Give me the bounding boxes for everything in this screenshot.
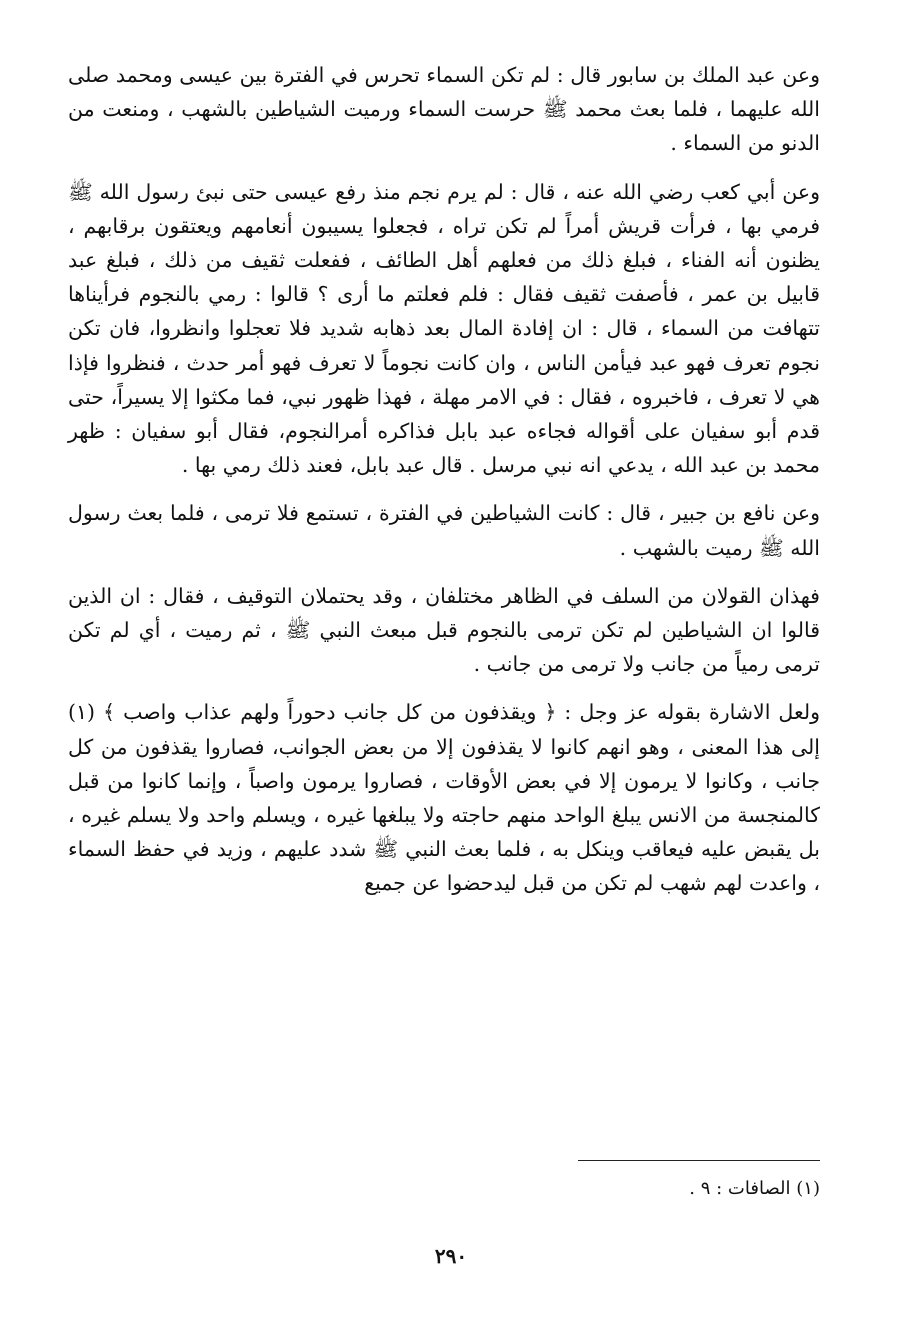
paragraph-2: وعن أبي كعب رضي الله عنه ، قال : لم يرم نجم منذ رفع عيسى حتى نبئ رسول الله ﷺ فرمي بها ، فرأت قريش أمراً لم تكن تراه ، فجعلوا يسيبون أنعامهم ويعتقون برقابهم ، يظنون أنه الفناء ، فبلغ ذلك من فعلهم أهل الطائف ، ففعلت ثقيف من ذلك ، فبلغ عبد قابيل بن عمر ، فأصفت ثقيف فقال : فلم فعلتم ما أرى ؟ قالوا : رمي بالنجوم فرأيناها تتهافت من السماء ، قال : ان إفادة المال بعد ذهابه شديد فلا تعجلوا وانظروا، فان تكن نجوم تعرف فهو عبد فيأمن الناس ، وان كانت نجوماً لا تعرف فهو أمر حدث ، فنظروا فإذا هي لا تعرف ، فاخبروه ، فقال : في الامر مهلة ، فهذا ظهور نبي، فما مكثوا إلا يسيراً، حتى قدم أبو سفيان على أقواله فجاءه عبد بابل فذاكره أمرالنجوم، فقال أبو سفيان : ظهر محمد بن عبد الله ، يدعي انه نبي مرسل . قال عبد بابل، فعند ذلك رمي بها .	[68, 179, 820, 478]
paragraph-1: وعن عبد الملك بن سابور قال : لم تكن السماء تحرس في الفترة بين عيسى ومحمد صلى الله عليهما ، فلما بعث محمد ﷺ حرست السماء ورميت الشياطين بالشهب ، ومنعت من الدنو من السماء .	[68, 63, 820, 156]
paragraph-4: فهذان القولان من السلف في الظاهر مختلفان ، وقد يحتملان التوقيف ، فقال : ان الذين قالوا ان الشياطين لم تكن ترمى بالنجوم قبل مبعث النبي ﷺ ، ثم رميت ، أي لم تكن ترمى رمياً من جانب ولا ترمى من جانب .	[68, 583, 820, 677]
paragraph-5: ولعل الاشارة بقوله عز وجل : ﴿ ويقذفون من كل جانب دحوراً ولهم عذاب واصب ﴾ (١) إلى هذا المعنى ، وهو انهم كانوا لا يقذفون إلا من بعض الجوانب، فصاروا يقذفون من كل جانب ، وكانوا لا يرمون إلا في بعض الأوقات ، فصاروا يرمون واصباً ، وإنما كانوا من قبل كالمنجسة من الانس يبلغ الواحد منهم حاجته ولا يبلغها غيره ، ويسلم واحد ولا يسلم غيره ، بل يقبض عليه فيعاقب وينكل به ، فلما بعث النبي ﷺ شدد عليهم ، وزيد في حفظ السماء ، واعدت لهم شهب لم تكن من قبل ليدحضوا عن جميع	[68, 700, 820, 896]
footnote-divider	[578, 1160, 820, 1161]
footnote: (١) الصافات : ٩ .	[689, 1178, 820, 1199]
page-number: ٢٩٠	[434, 1244, 468, 1268]
paragraph-3: وعن نافع بن جبير ، قال : كانت الشياطين في الفترة ، تستمع فلا ترمى ، فلما بعث رسول الله ﷺ رميت بالشهب .	[68, 501, 820, 560]
page-body	[68, 58, 820, 915]
